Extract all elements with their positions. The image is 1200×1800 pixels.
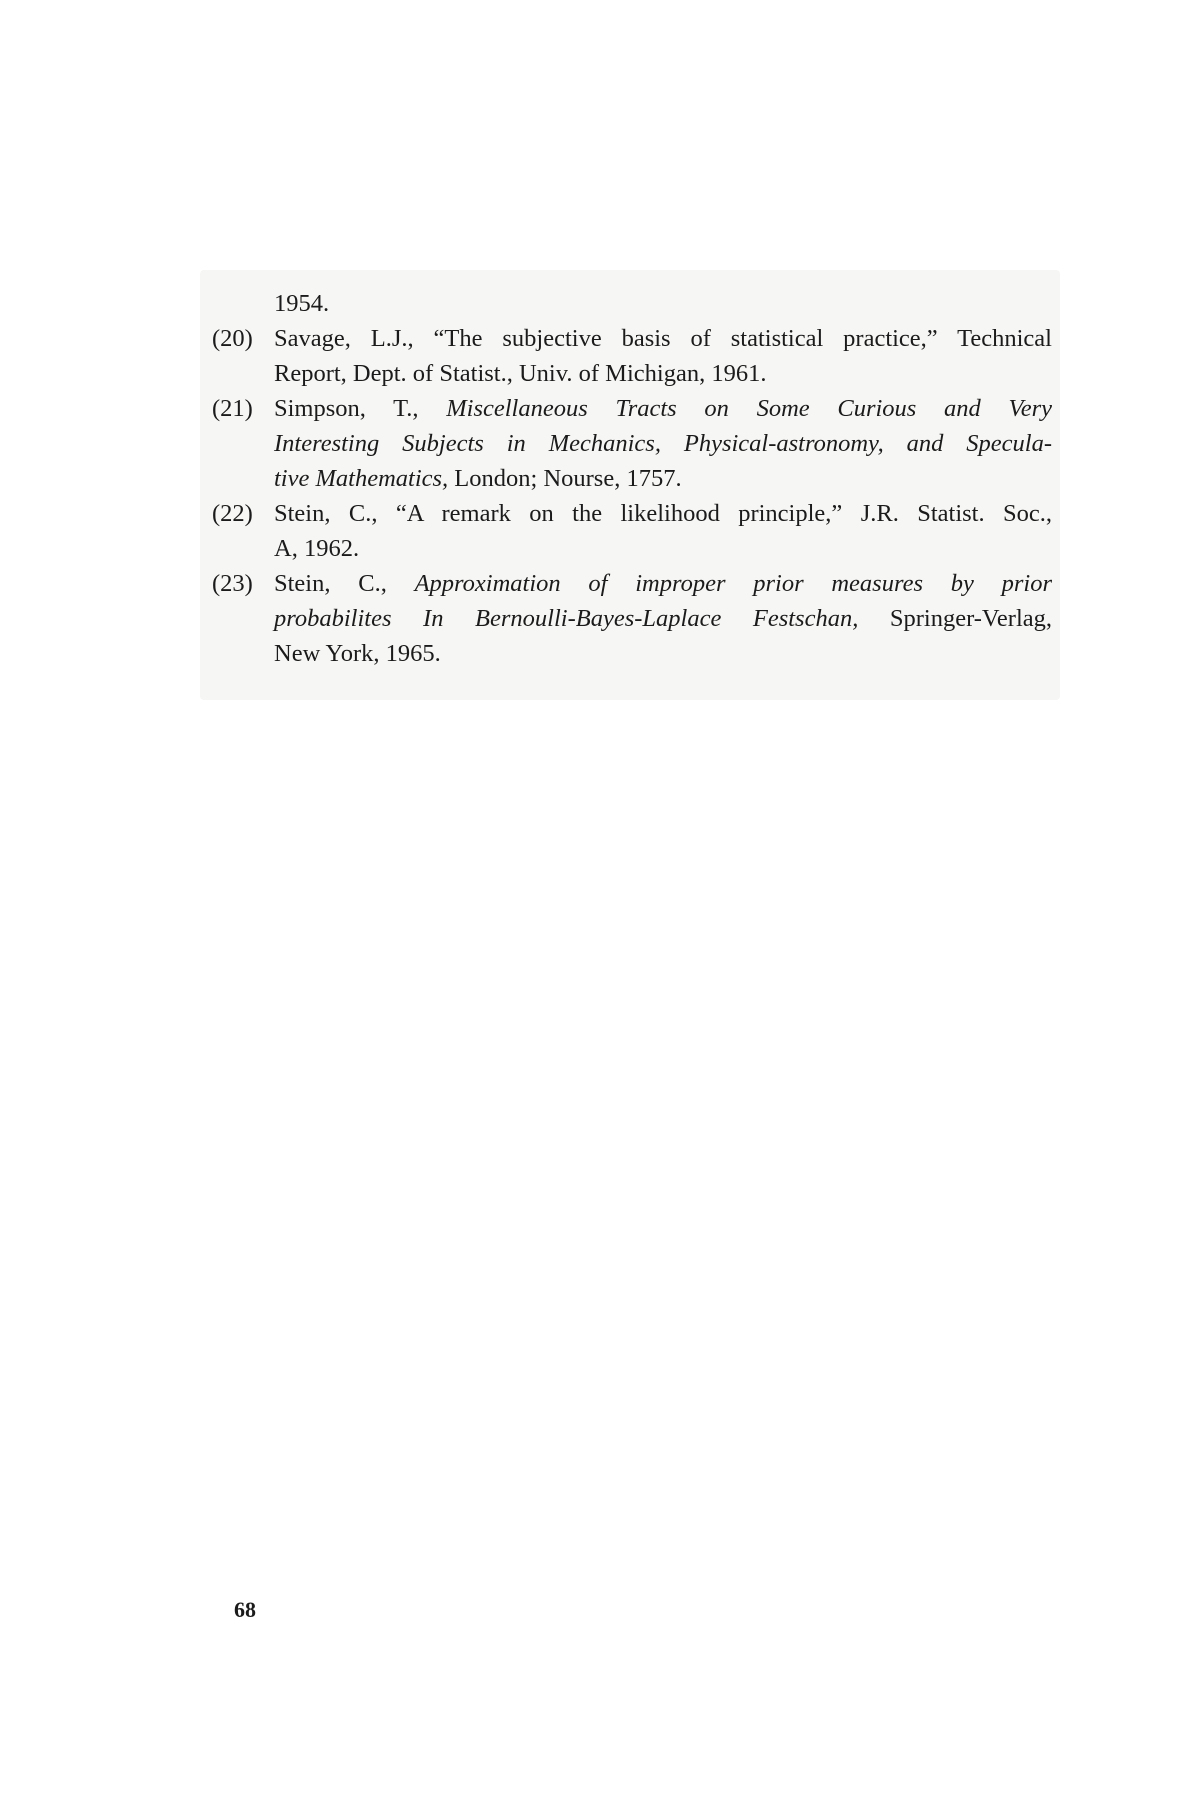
reference-21	[212, 391, 1052, 426]
reference-21-number: (21)	[212, 395, 253, 422]
reference-23-line-3-row	[212, 636, 1052, 671]
reference-21-author: Simpson, T.,	[274, 395, 447, 422]
reference-21-line-1	[274, 391, 1052, 426]
reference-20-line-2-row	[212, 356, 1052, 391]
reference-22-number: (22)	[212, 500, 253, 527]
reference-23-publisher: Springer-Verlag,	[858, 605, 1052, 632]
reference-23-number: (23)	[212, 570, 253, 597]
reference-23-author: Stein, C.,	[274, 570, 415, 597]
reference-21-title-part-2: Interesting Subjects in Mechanics, Physical-astronomy, and Specula-	[274, 430, 1052, 457]
reference-20-line-1: Savage, L.J., “The subjective basis of statistical practice,” Technical	[274, 325, 1052, 352]
reference-19-continuation	[212, 286, 1052, 321]
reference-23-line-2	[212, 601, 1052, 636]
reference-19-year: 1954.	[274, 290, 330, 317]
reference-21-title-part-1: Miscellaneous Tracts on Some Curious and Very	[446, 395, 1052, 422]
reference-20-line-2: Report, Dept. of Statist., Univ. of Michigan, 1961.	[274, 360, 767, 387]
reference-21-title-part-3: tive Mathematics,	[274, 465, 449, 492]
reference-20-number: (20)	[212, 325, 253, 352]
reference-22-line-2: A, 1962.	[274, 535, 360, 562]
reference-23-line-1	[274, 566, 1052, 601]
reference-22	[212, 496, 1052, 531]
reference-23-title-part-2: probabilites In Bernoulli-Bayes-Laplace Festschan,	[274, 605, 859, 632]
reference-21-line-3	[212, 461, 1052, 496]
reference-23-line-3: New York, 1965.	[274, 640, 441, 667]
reference-21-publisher: London; Nourse, 1757.	[448, 465, 682, 492]
reference-20	[212, 321, 1052, 356]
reference-23	[212, 566, 1052, 601]
reference-22-line-2-row	[212, 531, 1052, 566]
reference-22-line-1: Stein, C., “A remark on the likelihood principle,” J.R. Statist. Soc.,	[274, 500, 1052, 527]
references-list	[212, 286, 1052, 671]
reference-23-title-part-1: Approximation of improper prior measures by prior	[414, 570, 1052, 597]
page-number: 68	[234, 1597, 256, 1622]
reference-21-line-2	[212, 426, 1052, 461]
